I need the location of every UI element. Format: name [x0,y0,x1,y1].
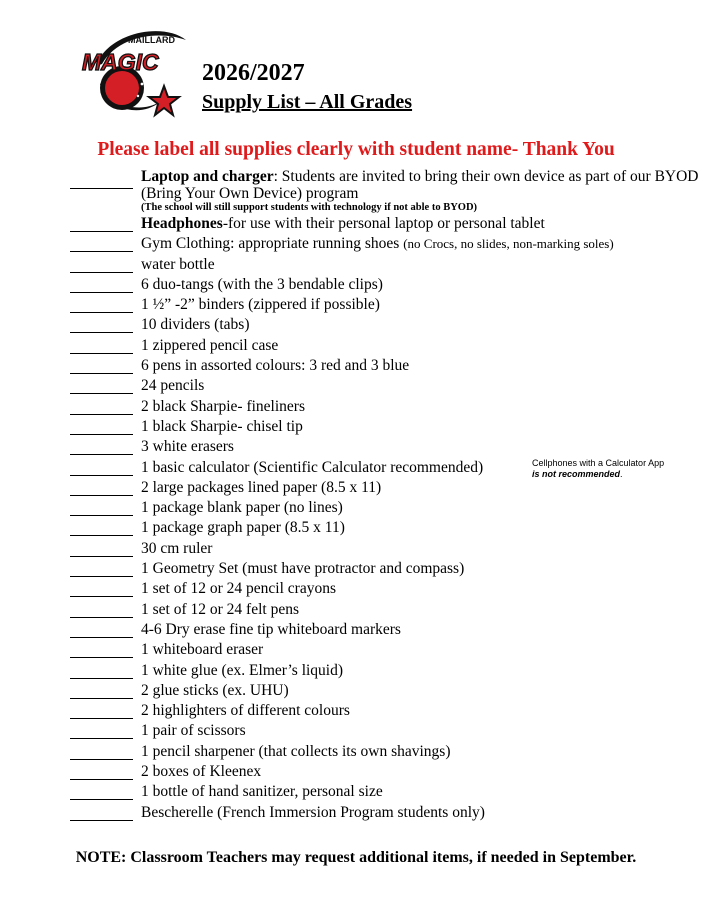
list-item: Bescherelle (French Immersion Program students only) [70,803,710,823]
checkoff-blank [70,295,133,313]
list-item: 1 package graph paper (8.5 x 11) [70,518,710,538]
list-item: 1 basic calculator (Scientific Calculator recommended) [70,458,710,478]
supply-list [70,167,710,823]
checkoff-blank [70,661,133,679]
checkoff-blank [70,782,133,800]
checkoff-blank [70,275,133,293]
item-note: (The school will still support students with technology if not able to BYOD) [141,202,478,213]
list-item: 1 whiteboard eraser [70,640,710,660]
checkoff-blank [70,336,133,354]
page-title: Supply List – All Grades [202,91,413,113]
checkoff-blank [70,803,133,821]
school-year: 2026/2027 [202,60,305,86]
checkoff-blank [70,397,133,415]
list-item: 10 dividers (tabs) [70,315,710,335]
list-item: 6 pens in assorted colours: 3 red and 3 blue [70,356,710,376]
list-item: 1 pencil sharpener (that collects its own shavings) [70,742,710,762]
list-item: 24 pencils [70,376,710,396]
list-item: 2 boxes of Kleenex [70,762,710,782]
list-item: 2 black Sharpie- fineliners [70,397,710,417]
list-item: 1 set of 12 or 24 felt pens [70,600,710,620]
checkoff-blank [70,539,133,557]
checkoff-blank [70,701,133,719]
list-item: 4-6 Dry erase fine tip whiteboard markers [70,620,710,640]
checkoff-blank [70,458,133,476]
checkoff-blank [70,437,133,455]
calculator-note: Cellphones with a Calculator App is not recommended. [532,458,665,479]
checkoff-blank [70,559,133,577]
checkoff-blank [70,478,133,496]
checkoff-blank [70,234,133,252]
list-item: Headphones-for use with their personal laptop or personal tablet [70,214,710,234]
list-item: 3 white erasers [70,437,710,457]
svg-text:MAGIC: MAGIC [82,49,159,75]
list-item: 1 pair of scissors [70,721,710,741]
checkoff-blank [70,214,133,232]
checkoff-blank [70,356,133,374]
checkoff-blank [70,762,133,780]
checkoff-blank [70,640,133,658]
checkoff-blank [70,721,133,739]
list-item: 30 cm ruler [70,539,710,559]
list-item: 1 ½” -2” binders (zippered if possible) [70,295,710,315]
checkoff-blank [70,518,133,536]
maillard-magic-logo [78,22,190,122]
footer-note: NOTE: Classroom Teachers may request additional items, if needed in September. [75,849,637,866]
list-item: 6 duo-tangs (with the 3 bendable clips) [70,275,710,295]
list-item: 1 set of 12 or 24 pencil crayons [70,579,710,599]
checkoff-blank [70,620,133,638]
list-item: 1 black Sharpie- chisel tip [70,417,710,437]
list-item: 2 glue sticks (ex. UHU) [70,681,710,701]
checkoff-blank [70,376,133,394]
checkoff-blank [70,579,133,597]
checkoff-blank [70,255,133,273]
checkoff-blank [70,742,133,760]
list-item: Laptop and charger: Students are invited to bring their own device as part of our BYOD (Bring Your Own Device) program (The school will still support students with technology if not able to BYOD) [70,167,710,214]
checkoff-blank [70,171,133,189]
list-item: 1 Geometry Set (must have protractor and compass) [70,559,710,579]
checkoff-blank [70,498,133,516]
checkoff-blank [70,600,133,618]
list-item: 2 highlighters of different colours [70,701,710,721]
checkoff-blank [70,681,133,699]
list-item: water bottle [70,255,710,275]
checkoff-blank [70,417,133,435]
svg-text:MAILLARD: MAILLARD [128,35,175,45]
list-item: 1 package blank paper (no lines) [70,498,710,518]
list-item: 1 zippered pencil case [70,336,710,356]
checkoff-blank [70,315,133,333]
label-notice: Please label all supplies clearly with student name- Thank You [97,139,615,160]
list-item: Gym Clothing: appropriate running shoes (no Crocs, no slides, non-marking soles) [70,234,710,254]
list-item: 2 large packages lined paper (8.5 x 11) [70,478,710,498]
list-item: 1 white glue (ex. Elmer’s liquid) [70,661,710,681]
list-item: 1 bottle of hand sanitizer, personal size [70,782,710,802]
